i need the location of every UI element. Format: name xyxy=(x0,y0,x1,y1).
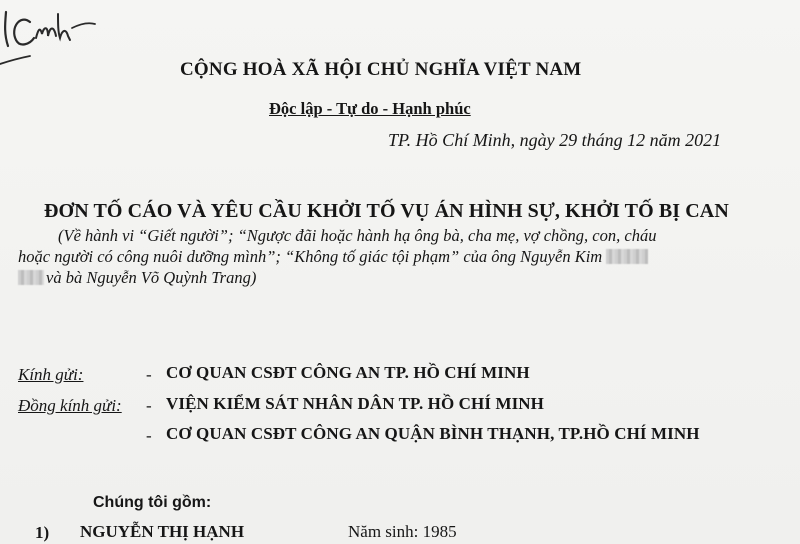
subtitle-line-1: (Về hành vi “Giết người”; “Ngược đãi hoặc hành hạ ông bà, cha mẹ, vợ chồng, con, cháu xyxy=(58,226,657,245)
subtitle-line-2-text: hoặc người có công nuôi dưỡng mình”; “Không tố giác tội phạm” của ông Nguyễn Kim xyxy=(18,247,603,266)
recipient-item: CƠ QUAN CSĐT CÔNG AN QUẬN BÌNH THẠNH, TP.HỒ CHÍ MINH xyxy=(166,424,700,443)
recipient-item: CƠ QUAN CSĐT CÔNG AN TP. HỒ CHÍ MINH xyxy=(166,363,530,382)
complainant-birth-year: Năm sinh: 1985 xyxy=(348,522,457,541)
place-date: TP. Hồ Chí Minh, ngày 29 tháng 12 năm 2021 xyxy=(388,130,722,150)
complainant-number: 1) xyxy=(35,523,50,542)
subtitle-line-3 xyxy=(18,268,256,288)
complainants-intro: Chúng tôi gồm: xyxy=(93,494,212,511)
redaction-blur xyxy=(18,270,44,285)
subtitle-line-2 xyxy=(18,247,648,267)
handwritten-signature xyxy=(0,0,120,70)
recipient-item: VIỆN KIỂM SÁT NHÂN DÂN TP. HỒ CHÍ MINH xyxy=(166,394,545,413)
document-title: ĐƠN TỐ CÁO VÀ YÊU CẦU KHỞI TỐ VỤ ÁN HÌNH SỰ, KHỞI TỐ BỊ CAN xyxy=(44,200,729,222)
recipient-label: Kính gửi: xyxy=(18,365,84,384)
subtitle-line-3-text: và bà Nguyễn Võ Quỳnh Trang) xyxy=(46,268,257,287)
list-dash: - xyxy=(146,365,152,384)
complainant-name: NGUYỄN THỊ HẠNH xyxy=(80,522,245,541)
list-dash: - xyxy=(146,426,152,445)
cc-recipient-label: Đồng kính gửi: xyxy=(18,396,122,415)
national-title: CỘNG HOÀ XÃ HỘI CHỦ NGHĨA VIỆT NAM xyxy=(180,59,582,80)
redaction-blur xyxy=(606,249,648,264)
list-dash: - xyxy=(146,396,152,415)
national-motto: Độc lập - Tự do - Hạnh phúc xyxy=(269,99,471,118)
